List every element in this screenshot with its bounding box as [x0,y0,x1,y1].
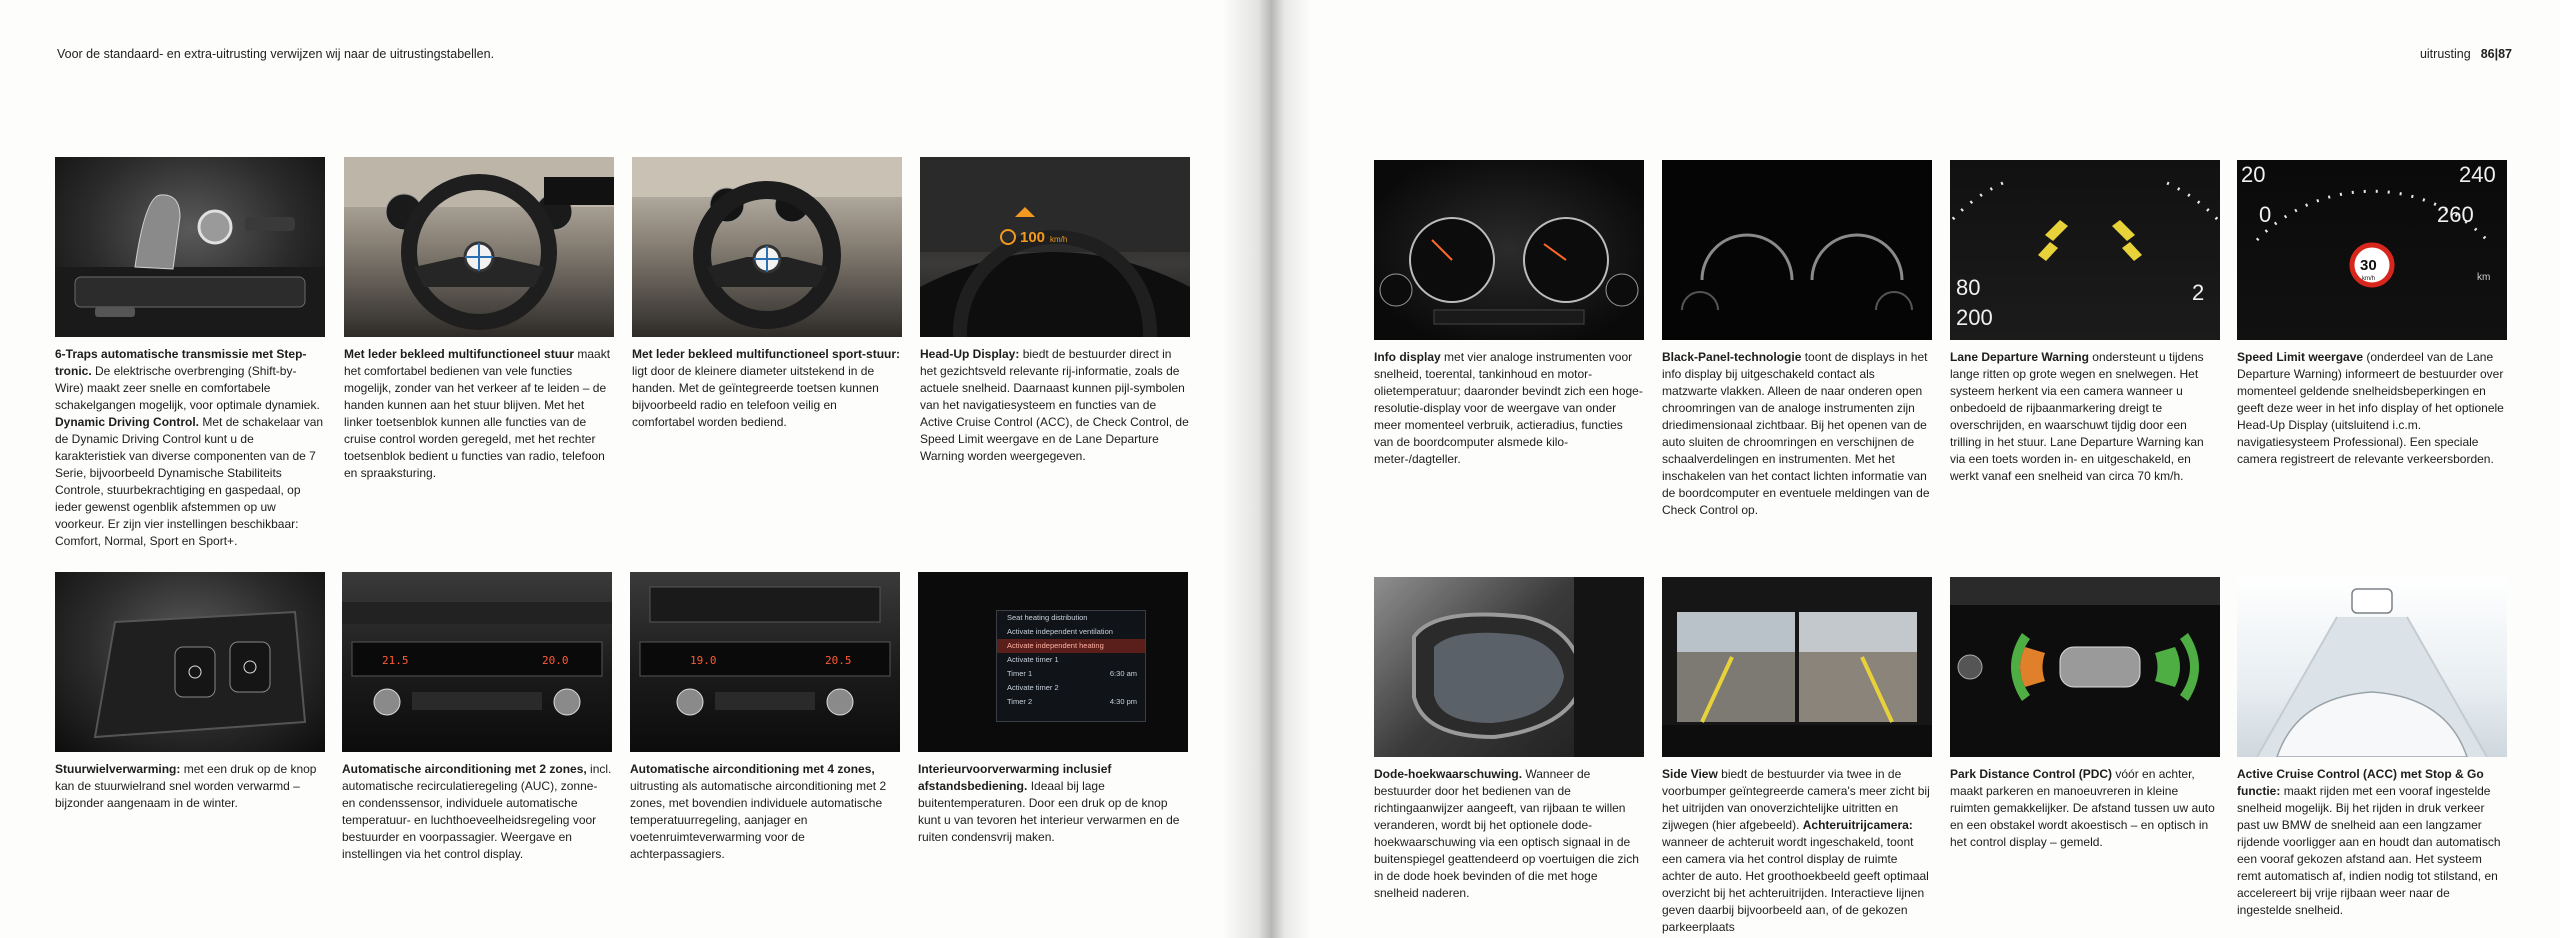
hud-speed-unit: km/h [1050,235,1068,244]
card-black-panel [1662,160,1932,519]
photo-head-up-display [920,157,1190,337]
caption-text: (onderdeel van de Lane Departure Warning) informeert de bestuurder over momenteel geldende snelheidsbeperkingen en geeft deze weer in het info display of het optionele Head-Up Display (uitsluitend i.c.m. navigatiesysteem Professional). Een speciale camera registreert de relevante verkeersborden. [2237,350,2504,466]
menu-row-label: Timer 1 [1007,669,1033,678]
card-steering-wheel [344,157,614,482]
caption-pdc [1950,766,2220,851]
caption-black-panel [1662,349,1932,519]
caption-text-2: Met de schakelaar van de Dynamic Driving Control kunt u de karakteristiek van diverse componenten van de 7 Serie, bijvoorbeeld Dynamische Stabiliteits Controle, stuurbekrachtiging en gaspedaal, op ieder gewenst ogenblik afstemmen op uw voorkeur. Er zijn vier instellingen beschikbaar: Comfort, Normal, Sport en Sport+. [55,415,324,548]
caption-title: 6-Traps automatische transmissie met Step-tronic. [55,347,307,378]
caption-title: Park Distance Control (PDC) [1950,767,2113,781]
photo-climate-2-zone [342,572,612,752]
lcd-left-temp: 19.0 [690,654,717,667]
photo-sport-steering-wheel [632,157,902,337]
card-sport-steering-wheel [632,157,902,431]
card-steptronic [55,157,325,550]
menu-row: Seat heating distribution [1007,613,1088,622]
card-info-display [1374,160,1644,468]
menu-row: Activate timer 1 [1007,655,1059,664]
caption-steptronic [55,346,325,550]
menu-row-selected: Activate independent heating [997,639,1145,653]
photo-preheating-menu [918,572,1188,752]
section-label: uitrusting [2419,47,2471,61]
caption-text: Wanneer de bestuurder door het bedienen van de richtingaanwijzer aangeeft, van rijbaan te willen veranderen, wordt bij het optionele dode-hoekwaarschuwing via een optisch signaal in de buitenspiegel geattendeerd op voertuigen die zich in de dode hoek bevinden of die met hoge snelheid naderen. [1374,767,1639,900]
menu-row [997,695,1145,709]
caption-title: Active Cruise Control (ACC) met Stop & Go functie: [2237,767,2484,798]
tick-label: 20 [2241,162,2266,187]
caption-steering-wheel-heating [55,761,325,812]
caption-title: Stuurwielverwarming: [55,762,181,776]
card-blind-spot [1374,577,1644,902]
card-side-view [1662,577,1932,936]
speed-sign-unit: km/h [2362,276,2376,282]
caption-text: maakt het comfortabel bedienen van vele functies mogelijk, zonder van het verkeer af te leiden – de handen kunnen aan het stuur blijven. Met het linker toetsenblok kunnen alle functies van de cruise control worden geregeld, met het rechter toetsenblok bedient u functies van radio, telefoon en spraaksturing. [344,347,611,480]
photo-lane-departure [1950,160,2220,340]
header-note: Voor de standaard- en extra-uitrusting verwijzen wij naar de uitrustingstabellen. [57,47,495,61]
caption-sport-steering-wheel [632,346,902,431]
caption-title: Dode-hoekwaarschuwing. [1374,767,1523,781]
photo-pdc [1950,577,2220,757]
caption-text: uitrusting als automatische airconditioning met 2 zones, met bovendien individuele automatische temperatuurregeling, aanjager en voetenruimteverwarming voor de achterpassagiers. [630,779,887,861]
caption-title-2: Achteruitrijcamera: [1802,818,1913,832]
caption-info-display [1374,349,1644,468]
caption-climate-2-zone [342,761,612,863]
caption-title: Automatische airconditioning met 2 zones, [342,762,587,776]
caption-preheating [918,761,1188,846]
menu-row [997,667,1145,681]
caption-text-2: wanneer de achteruit wordt ingeschakeld, toont een camera via het control display de ruimte achter de auto. Het groothoekbeeld geeft optimaal overzicht bij het achteruitrijden. Interactieve lijnen geven daarbij bijvoorbeeld aan, of de gekozen parkeerplaats [1662,835,1929,934]
caption-text: biedt de bestuurder via twee in de voorbumper geïntegreerde camera's meer zicht bij het uitrijden van onoverzichtelijke uitritten en zijwegen (hier afgebeeld). [1662,767,1930,832]
caption-lane-departure [1950,349,2220,485]
photo-black-panel [1662,160,1932,340]
tick-label: 2 [2192,280,2205,305]
caption-text: Ideaal bij lage buitentemperaturen. Door een druk op de knop kunt u van tevoren het interieur verwarmen en de ruiten condensvrij maken. [918,779,1180,844]
card-preheating [918,572,1188,846]
caption-text: met vier analoge instrumenten voor snelheid, toerental, tankinhoud en motor-olietemperatuur; daaronder bevindt zich een hoge-resolutie-display voor de weergave van onder meer momenteel verbruik, actieradius, functies van de boordcomputer alsmede kilo-meter-/dagteller. [1374,350,1643,466]
caption-title: Lane Departure Warning [1950,350,2089,364]
photo-side-view [1662,577,1932,757]
card-speed-limit [2237,160,2507,468]
caption-title: Black-Panel-technologie [1662,350,1802,364]
caption-text: incl. automatische recirculatieregeling (AUC), zonne- en condenssensor, individuele automatische temperatuur- en luchthoeveelheidsregeling voor bestuurder en voorpassagier. Weergave en instellingen via het control display. [342,762,612,861]
caption-acc [2237,766,2507,919]
caption-text: maakt rijden met een vooraf ingestelde snelheid mogelijk. Bij het rijden in druk verkeer past uw BMW de snelheid aan een langzamer rijdende voorligger aan en houdt dan automatisch een vooraf gekozen afstand aan. Het systeem remt automatisch af, indien nodig tot stilstand, en accelereert bij vrije rijbaan weer naar de ingestelde snelheid. [2237,784,2501,917]
caption-text: De elektrische overbrenging (Shift-by-Wire) maakt zeer snelle en comfortabele schakelgangen mogelijk, voor optimale dynamiek. [55,364,320,412]
card-climate-4-zone [630,572,900,863]
caption-title: Speed Limit weergave [2237,350,2364,364]
page-number: 86|87 [2480,47,2512,61]
card-head-up-display [920,157,1190,465]
caption-head-up-display [920,346,1190,465]
photo-gear-selector [55,157,325,337]
card-lane-departure [1950,160,2220,485]
menu-row: Activate timer 2 [1007,683,1059,692]
tick-label: 0 [2259,202,2272,227]
hud-speed-value: 100 [1020,229,1046,246]
page-gutter [1222,0,1312,938]
tick-label: 240 [2459,162,2496,187]
photo-blind-spot-mirror [1374,577,1644,757]
caption-title: Info display [1374,350,1441,364]
lcd-left-temp: 21.5 [382,654,409,667]
caption-title: Interieurvoorverwarming inclusief afstandsbediening. [918,762,1112,793]
caption-title-2: Dynamic Driving Control. [55,415,200,429]
caption-climate-4-zone [630,761,900,863]
caption-text: vóór en achter, maakt parkeren en manoeuvreren in kleine ruimten gemakkelijker. De afstand tussen uw auto en een obstakel wordt akoestisch – en optisch in het control display – gemeld. [1950,767,2215,849]
card-acc [2237,577,2507,919]
photo-climate-4-zone [630,572,900,752]
photo-info-display [1374,160,1644,340]
caption-speed-limit [2237,349,2507,468]
card-climate-2-zone [342,572,612,863]
menu-row-time: 4:30 pm [1109,697,1137,706]
caption-text: toont de displays in het info display bij uitgeschakeld contact als matzwarte vlakken. Alleen de naar onderen open chroomringen van de analoge instrumenten zijn driedimensionaal zichtbaar. Bij het openen van de auto sluiten de chroomringen en verschijnen de schaalverdelingen en instrumenten. Met het inschakelen van het contact lichten informatie van de boordcomputer en eventuele meldingen van de Check Control op. [1662,350,1930,517]
caption-text: ligt door de kleinere diameter uitstekend in de handen. Met de geïntegreerde toetsen kunnen bijvoorbeeld radio en telefoon veilig en comfortabel worden bediend. [632,364,879,429]
caption-title: Met leder bekleed multifunctioneel stuur [344,347,575,361]
card-steering-wheel-heating [55,572,325,812]
tick-label: 200 [1956,305,1993,330]
lcd-right-temp: 20.5 [825,654,852,667]
photo-steering-wheel [344,157,614,337]
photo-heating-button [55,572,325,752]
menu-row: Activate independent ventilation [1007,627,1113,636]
caption-title: Met leder bekleed multifunctioneel sport-stuur: [632,347,901,361]
preheating-menu [996,610,1146,722]
caption-text: biedt de bestuurder direct in het gezichtsveld relevante rij-informatie, zoals de actuele snelheid. Daarnaast kunnen pijl-symbolen van het navigatiesysteem en functies van de Active Cruise Control (ACC), de Check Control, de Speed Limit weergave en de Lane Departure Warning worden weergegeven. [920,347,1189,463]
caption-text: met een druk op de knop kan de stuurwielrand snel worden verwarmd – bijzonder aangenaam in de winter. [55,762,317,810]
photo-speed-limit [2237,160,2507,340]
caption-side-view [1662,766,1932,936]
header-page-info [2420,47,2512,61]
gauge-unit: km [2477,272,2491,283]
speed-sign-value: 30 [2360,257,2377,274]
photo-acc [2237,577,2507,757]
tick-label: 260 [2437,202,2474,227]
tick-label: 80 [1956,275,1981,300]
caption-text: ondersteunt u tijdens lange ritten op grote wegen en snelwegen. Het systeem herkent via een camera wanneer u onbedoeld de rijbaanmarkering dreigt te overschrijden, en waarschuwt tijdig door een trilling in het stuur. Lane Departure Warning kan via een toets worden in- en uitgeschakeld, en werkt vanaf een snelheid van circa 70 km/h. [1950,350,2204,483]
menu-row-time: 6:30 am [1109,669,1137,678]
lcd-right-temp: 20.0 [542,654,569,667]
caption-title: Side View [1662,767,1718,781]
caption-steering-wheel [344,346,614,482]
menu-row-label: Timer 2 [1007,697,1033,706]
card-pdc [1950,577,2220,851]
caption-title: Head-Up Display: [920,347,1020,361]
caption-title: Automatische airconditioning met 4 zones, [630,762,875,776]
caption-blind-spot [1374,766,1644,902]
